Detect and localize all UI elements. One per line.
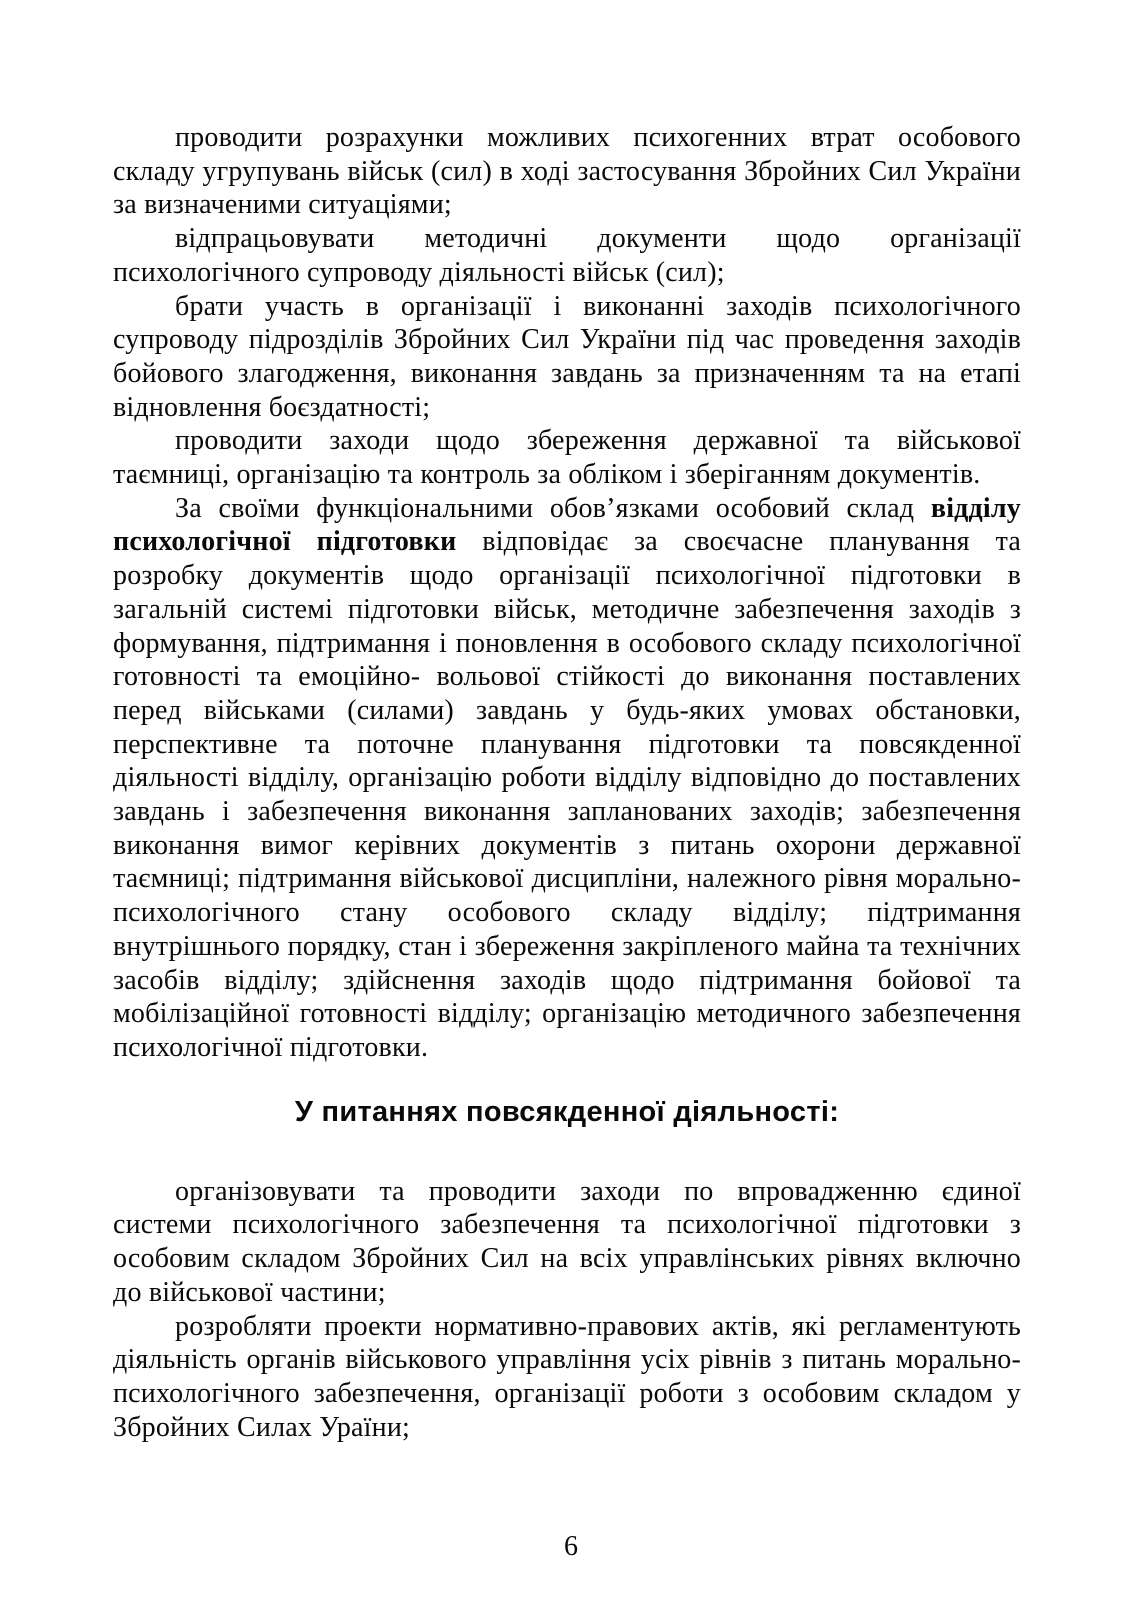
page-number: 6: [564, 1531, 578, 1562]
section-heading: У питаннях повсякденної діяльності:: [294, 1095, 840, 1128]
paragraph-functional-duties-rest: відповідає за своєчасне планування та розробку документів щодо організації психологічної підготовки в загальній системі підготовки військ, методичне забезпечення заходів з формування, підтримання і поновлення в особового складу психологічної готовності та емоційно- вольової стійкості до виконання поставлених перед військами (силами) завдань у будь-яких умовах обстановки, перспективне та поточне планування підготовки та повсякденної діяльності відділу, організацію роботи відділу відповідно до поставлених завдань і забезпечення виконання запланованих заходів; забезпечення виконання вимог керівних документів з питань охорони державної таємниці; підтримання військової дисципліни, належного рівня морально-психологічного стану особового складу відділу; підтримання внутрішнього порядку, стан і збереження закріпленого майна та технічних засобів відділу; здійснення заходів щодо підтримання бойової та мобілізаційної готовності відділу; організацію методичного забезпечення психологічної підготовки.: [113, 526, 1022, 1063]
paragraph-functional-duties-lead: За своїми функціональними обов’язками особовий склад: [175, 492, 931, 524]
document-body: [113, 121, 1021, 1444]
paragraph-participation-measures: брати участь в організації і виконанні заходів психологічного супроводу підрозділів Збройних Сил України під час проведення заходів бойового злагодження, виконання завдань за призначенням та на етапі відновлення боєздатності;: [113, 290, 1021, 423]
department-name-bold: відділу психологічної підготовки: [113, 492, 1021, 558]
paragraph-psychogenic-losses: проводити розрахунки можливих психогенних втрат особового складу угрупувань військ (сил) в ході застосування Збройних Сил України за визначеними ситуаціями;: [113, 122, 1021, 221]
paragraph-normative-acts: розробляти проекти нормативно-правових актів, які регламентують діяльність органів військового управління усіх рівнів з питань морально- психологічного забезпечення, організації роботи з особовим складом у Збройних Силах Ураїни;: [113, 1310, 1021, 1443]
paragraph-functional-duties: [113, 492, 1021, 1065]
paragraph-unified-system: організовувати та проводити заходи по впровадженню єдиної системи психологічного забезпечення та психологічної підготовки з особовим складом Збройних Сил на всіх управлінських рівнях включно до військової частини;: [113, 1175, 1021, 1308]
paragraph-methodical-documents: відпрацьовувати методичні документи щодо організації психологічного супроводу діяльності військ (сил);: [113, 223, 1021, 288]
paragraph-state-secrecy: проводити заходи щодо збереження державної та військової таємниці, організацію та контроль за обліком і зберіганням документів.: [113, 425, 1021, 491]
